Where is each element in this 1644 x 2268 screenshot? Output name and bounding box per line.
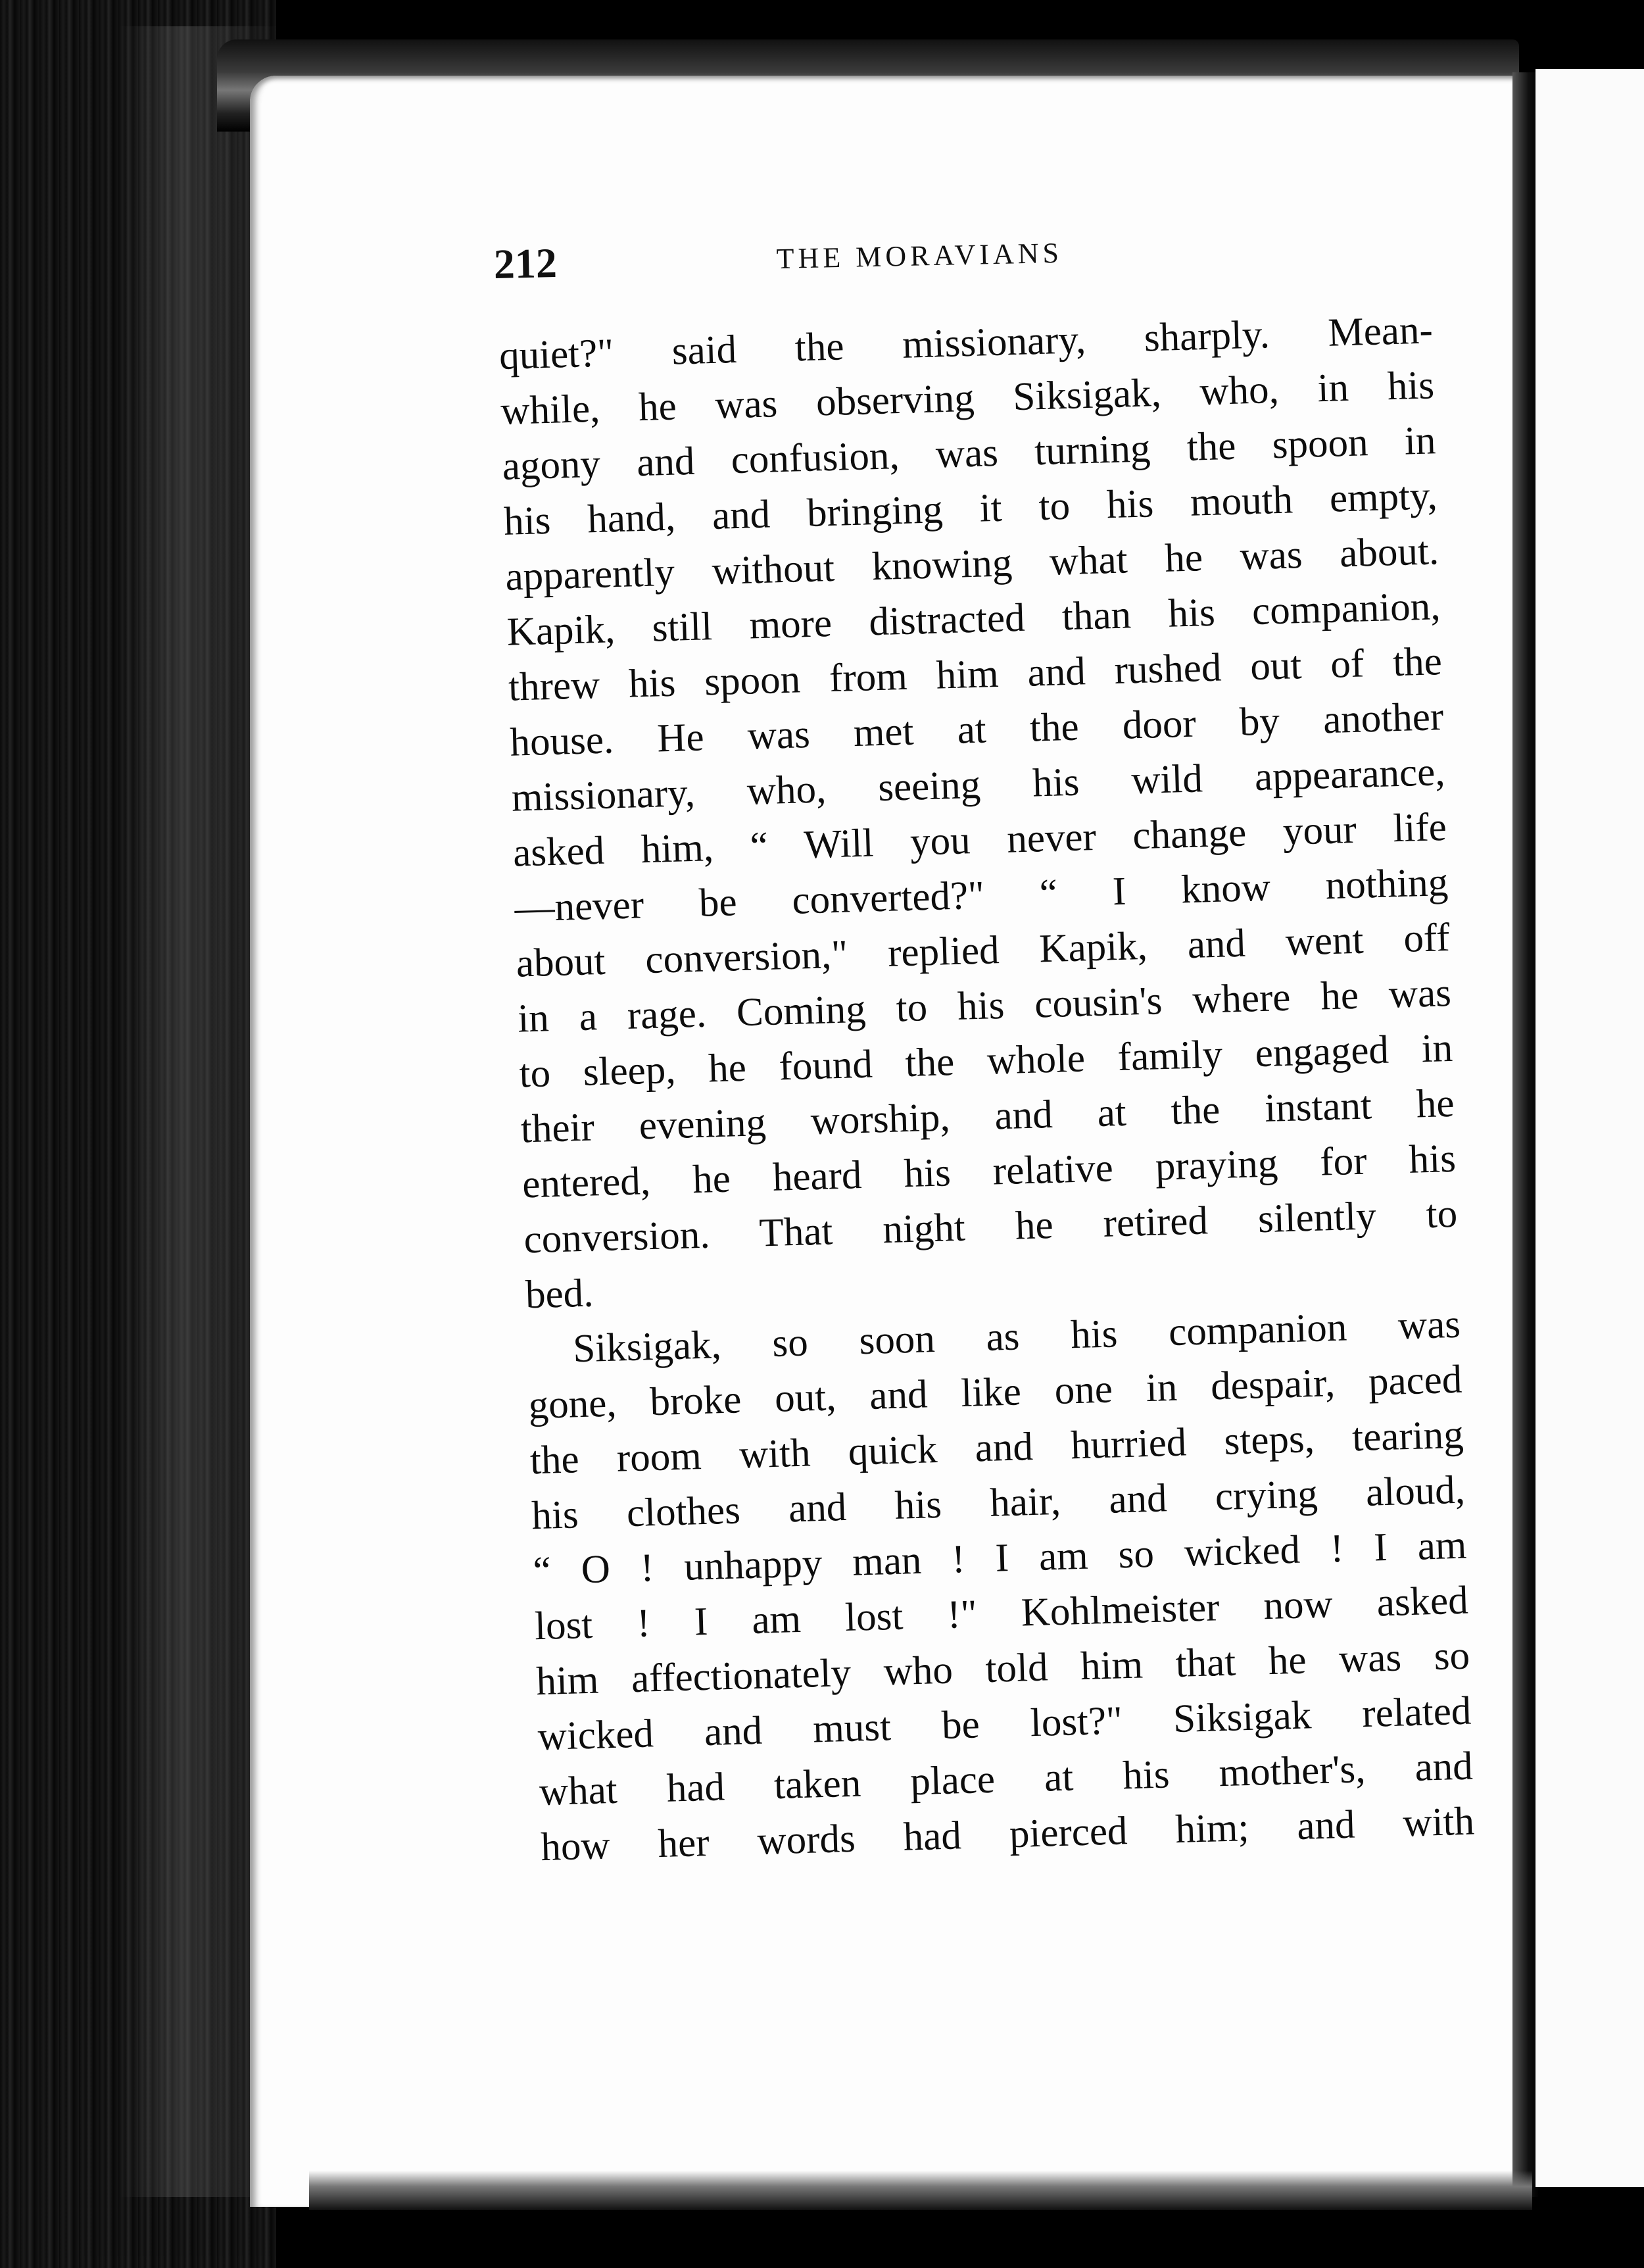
text-line: to sleep, he found the whole family engaged in xyxy=(518,1025,1454,1097)
text-line: about conversion," replied Kapik, and went off xyxy=(516,915,1451,986)
text-line: his clothes and his hair, and crying aloud, xyxy=(531,1467,1466,1539)
page-bottom-edge xyxy=(309,2171,1532,2210)
text-line: the room with quick and hurried steps, tearing xyxy=(529,1412,1464,1483)
text-line: Kapik, still more distracted than his companion, xyxy=(506,584,1441,654)
text-line: him affectionately who told him that he was so xyxy=(535,1633,1470,1704)
text-line: Siksigak, so soon as his companion was xyxy=(572,1302,1461,1371)
adjacent-page xyxy=(1535,69,1644,2187)
text-line: house. He was met at the door by another xyxy=(509,695,1444,765)
text-line: how her words had pierced him; and with xyxy=(540,1799,1475,1870)
page-gutter xyxy=(1512,72,1539,2197)
text-line: agony and confusion, was turning the spoon in xyxy=(501,418,1437,489)
text-line: in a rage. Coming to his cousin's where he was xyxy=(517,970,1452,1041)
page-number: 212 xyxy=(493,239,558,287)
text-line: their evening worship, and at the instant he xyxy=(520,1081,1455,1152)
text-line: quiet?" said the missionary, sharply. Mean- xyxy=(498,308,1434,378)
text-line: entered, he heard his relative praying for his xyxy=(521,1136,1457,1207)
body-text xyxy=(498,303,1475,1875)
text-line: conversion. That night he retired silently to xyxy=(523,1191,1459,1262)
text-line: what had taken place at his mother's, and xyxy=(539,1744,1474,1815)
text-line: apparently without knowing what he was about. xyxy=(504,529,1439,599)
book-spine-edge xyxy=(0,0,276,2268)
text-line: while, he was observing Siksigak, who, in his xyxy=(500,363,1435,433)
text-line: “ O ! unhappy man ! I am so wicked ! I am xyxy=(532,1523,1468,1594)
text-line: his hand, and bringing it to his mouth empty, xyxy=(503,474,1438,544)
text-line: —never be converted?" “ I know nothing xyxy=(514,860,1449,931)
text-line: bed. xyxy=(525,1271,594,1318)
text-line: wicked and must be lost?" Siksigak related xyxy=(537,1689,1472,1760)
text-line: threw his spoon from him and rushed out of the xyxy=(508,639,1443,710)
running-title: THE MORAVIANS xyxy=(776,236,1063,275)
text-line: missionary, who, seeing his wild appearance, xyxy=(510,750,1446,820)
text-line: asked him, “ Will you never change your life xyxy=(512,805,1447,875)
text-line: gone, broke out, and like one in despair, paced xyxy=(527,1357,1463,1428)
text-line: lost ! I am lost !" Kohlmeister now asked xyxy=(534,1578,1469,1649)
